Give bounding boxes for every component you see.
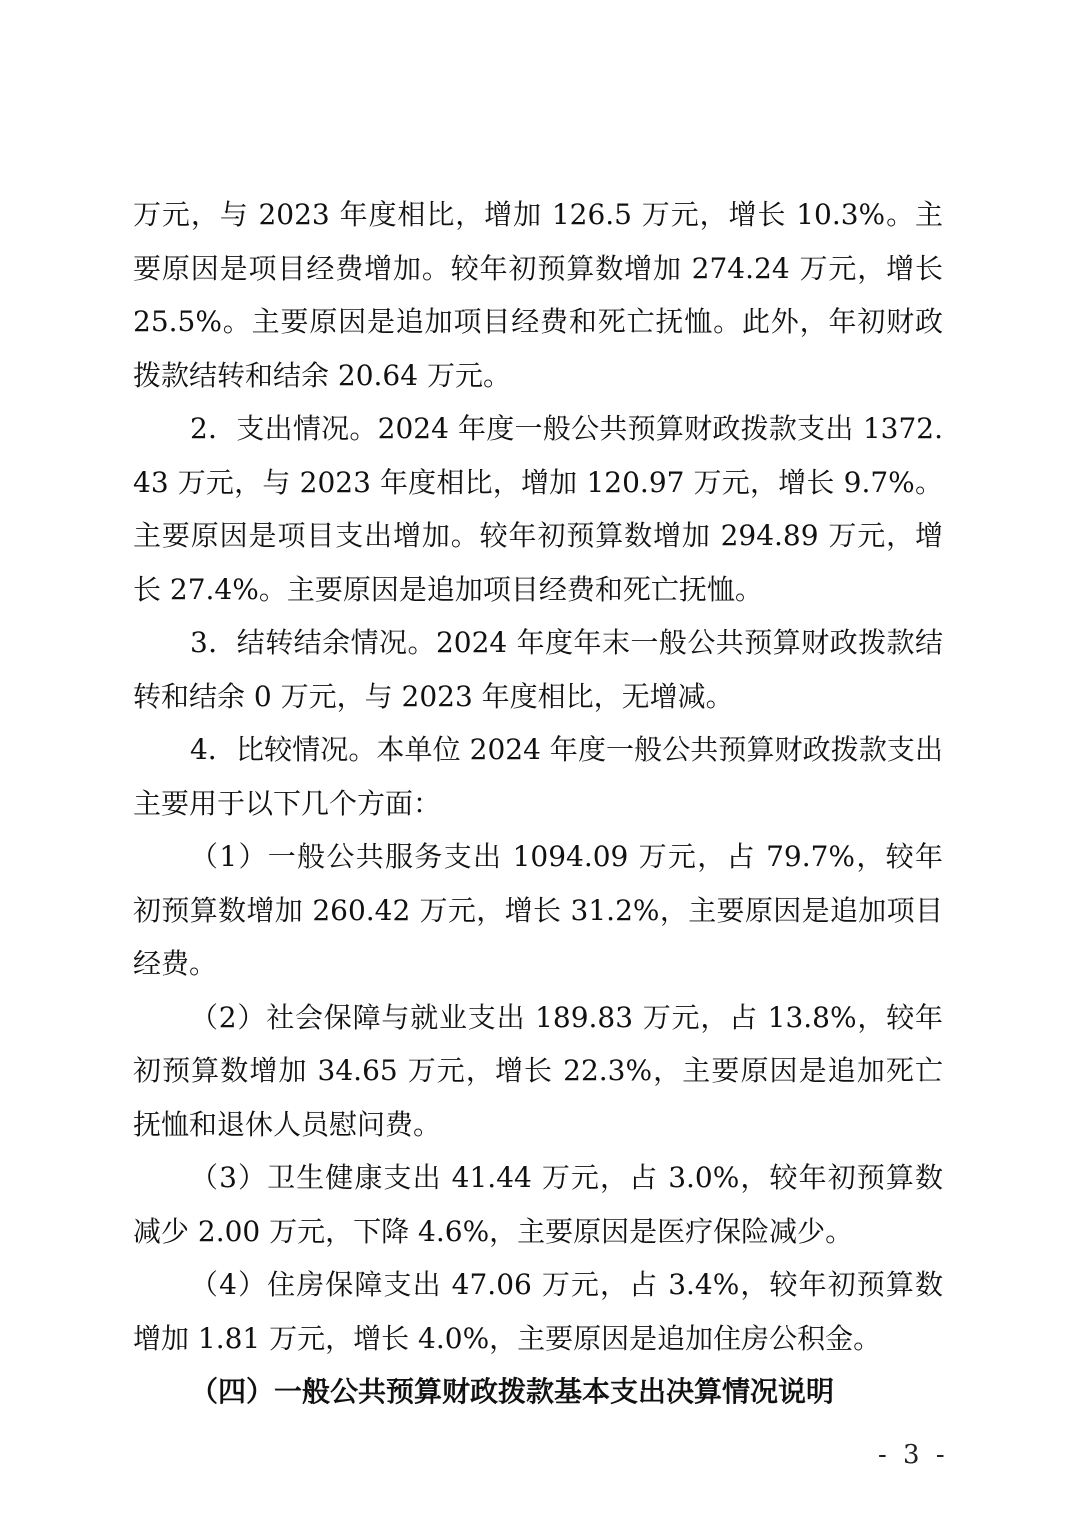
page-number: - 3 - bbox=[878, 1440, 949, 1470]
paragraph-carryover: 3．结转结余情况。2024 年度年末一般公共预算财政拨款结转和结余 0 万元，与 2023 年度相比，无增减。 bbox=[133, 626, 943, 713]
section-heading: （四）一般公共预算财政拨款基本支出决算情况说明 bbox=[190, 1375, 835, 1408]
paragraph-housing: （4）住房保障支出 47.06 万元，占 3.4%，较年初预算数增加 1.81 万元，增长 4.0%，主要原因是追加住房公积金。 bbox=[133, 1268, 943, 1355]
paragraph-expenditure: 2．支出情况。2024 年度一般公共预算财政拨款支出 1372.43 万元，与 2023 年度相比，增加 120.97 万元，增长 9.7%。主要原因是项目支出增加。较年初预算数增加 294.89 万元，增长 27.4%。主要原因是追加项目经费和死亡抚恤。 bbox=[133, 412, 943, 606]
document-body bbox=[133, 188, 943, 1419]
paragraph-social-security: （2）社会保障与就业支出 189.83 万元，占 13.8%，较年初预算数增加 34.65 万元，增长 22.3%，主要原因是追加死亡抚恤和退休人员慰问费。 bbox=[133, 1000, 943, 1141]
paragraph-general-public-services: （1）一般公共服务支出 1094.09 万元，占 79.7%，较年初预算数增加 260.42 万元，增长 31.2%，主要原因是追加项目经费。 bbox=[133, 840, 943, 980]
paragraph-comparison: 4．比较情况。本单位 2024 年度一般公共预算财政拨款支出主要用于以下几个方面： bbox=[133, 733, 943, 820]
paragraph-health: （3）卫生健康支出 41.44 万元，占 3.0%，较年初预算数减少 2.00 万元，下降 4.6%，主要原因是医疗保险减少。 bbox=[133, 1161, 943, 1248]
paragraph-income-continuation: 万元，与 2023 年度相比，增加 126.5 万元，增长 10.3%。主要原因是项目经费增加。较年初预算数增加 274.24 万元，增长 25.5%。主要原因是追加项目经费和死亡抚恤。此外，年初财政拨款结转和结余 20.64 万元。 bbox=[133, 198, 943, 392]
